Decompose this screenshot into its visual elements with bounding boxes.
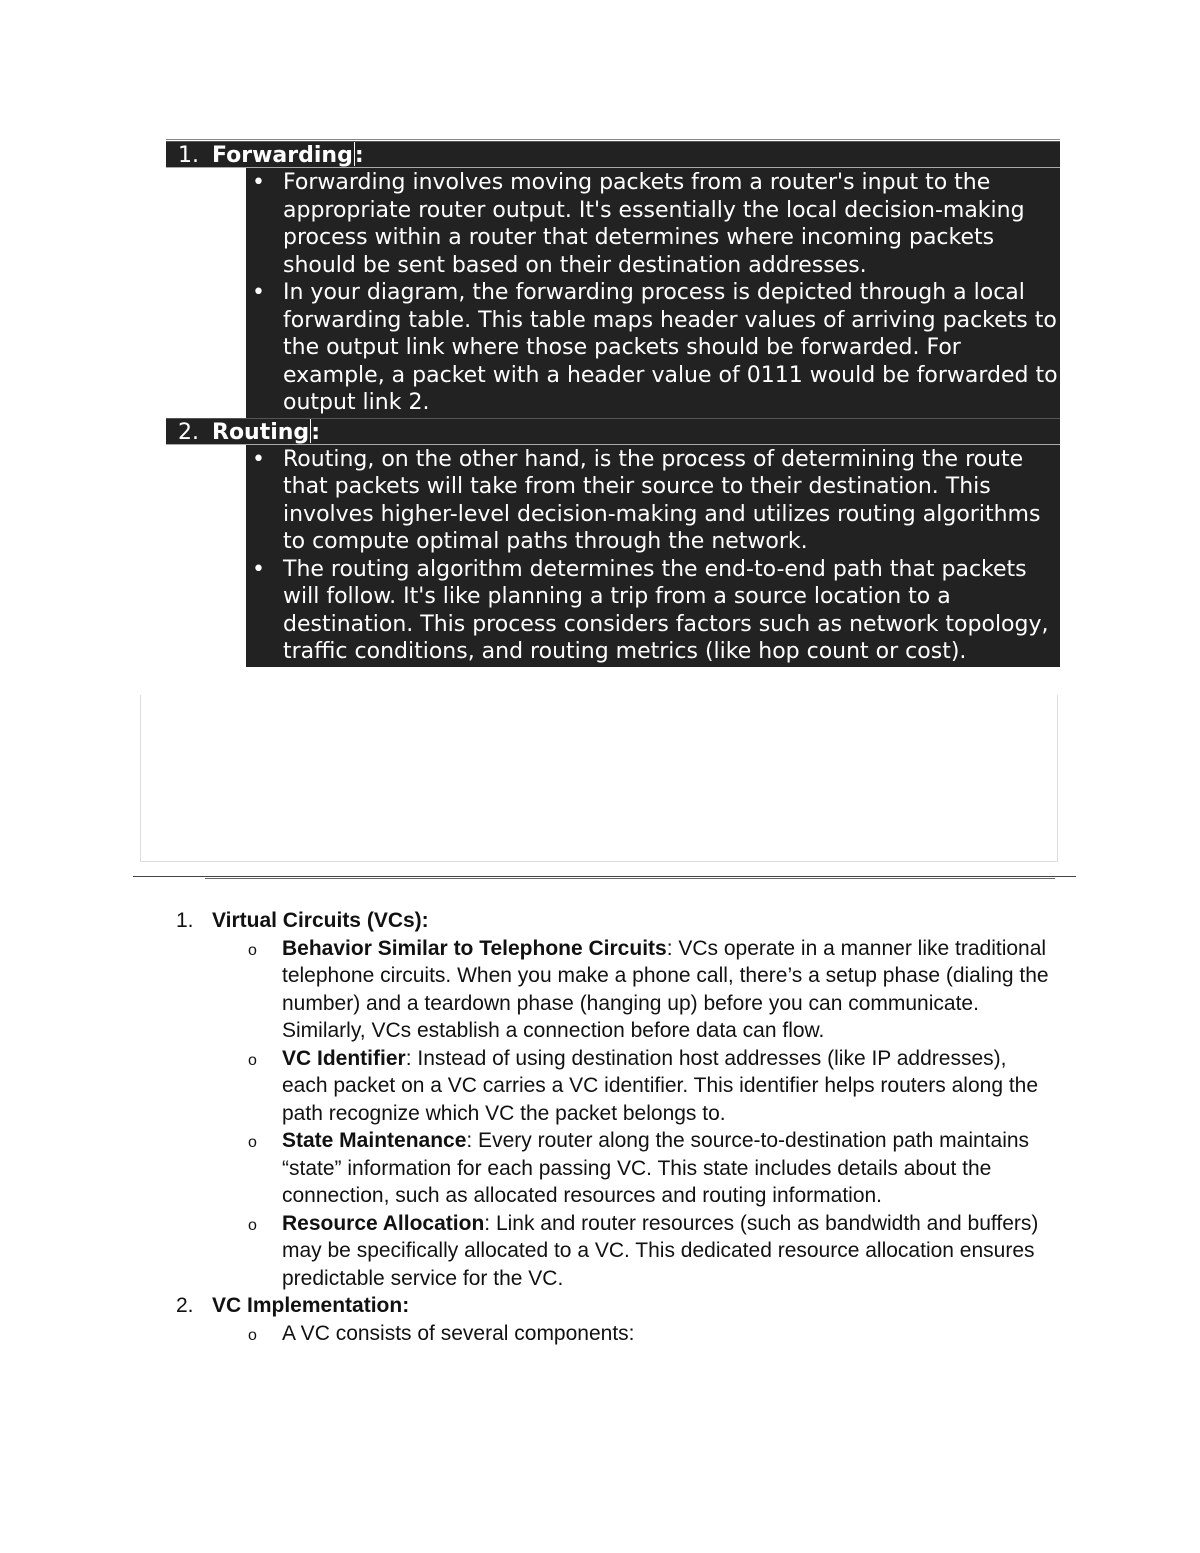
circle-bullet-icon: o — [248, 941, 257, 959]
term: VC Identifier — [282, 1046, 406, 1070]
circle-bullet-icon: o — [248, 1134, 257, 1151]
list-item-vc-implementation — [166, 1292, 1060, 1320]
circle-bullet-icon: o — [248, 1216, 257, 1234]
sub-list-item: o Behavior Similar to Telephone Circuits: VCs operate in a manner like traditional telephone circuits. When you make a phone call, there’s a setup phase (dialing the number) and a teardown phase (hanging up) before you can communicate. Similarly, VCs establish a connection before data can flow. — [248, 936, 1049, 1042]
list-heading-forwarding — [166, 141, 1060, 168]
circle-bullet-icon: o — [248, 1326, 257, 1344]
highlighted-section — [166, 141, 1060, 667]
sub-list-item: o VC Identifier: Instead of using destination host addresses (like IP addresses), each packet on a VC carries a VC identifier. This identifier helps routers along the path recognize which VC the packet belongs to. — [248, 1046, 1039, 1125]
bullet-icon: • — [252, 170, 265, 195]
term: Resource Allocation — [282, 1211, 485, 1235]
vc-section — [166, 907, 1060, 1347]
list-number: 1. — [178, 143, 199, 168]
sub-list-item: o A VC consists of several components: — [166, 1320, 1060, 1348]
heading-title: Forwarding: — [212, 143, 364, 168]
heading-title: Routing: — [212, 419, 320, 445]
frame-edge — [140, 695, 141, 862]
list-heading-routing — [166, 418, 1060, 445]
empty-frame — [140, 695, 1058, 862]
sub-list-item: o Resource Allocation: Link and router resources (such as bandwidth and buffers) may be specifically allocated to a VC. This dedicated resource allocation ensures predictable service for the VC. — [248, 1211, 1039, 1290]
list-number: 2. — [176, 1294, 194, 1317]
term: Behavior Similar to Telephone Circuits — [282, 936, 667, 960]
circle-bullet-icon: o — [248, 1051, 257, 1069]
sub-list-item: o State Maintenance: Every router along the source-to-destination path maintains “state” information for each passing VC. This state includes details about the connection, such as allocated resources and routing information. — [248, 1129, 1030, 1207]
section-heading: Virtual Circuits (VCs): — [212, 909, 429, 932]
list-number: 1. — [176, 909, 194, 932]
list-item: • The routing algorithm determines the end-to-end path that packets will follow. It's like planning a trip from a source location to a destination. This process considers factors such as network topology, traffic conditions, and routing metrics (like hop count or cost). — [252, 556, 1049, 664]
section-heading: VC Implementation: — [212, 1294, 410, 1317]
top-rule — [166, 139, 1060, 140]
bullet-list-routing — [246, 445, 1060, 667]
horizontal-rule — [133, 876, 1076, 877]
bullet-icon: • — [252, 280, 265, 305]
horizontal-rule-secondary — [205, 878, 1055, 879]
list-item: • Routing, on the other hand, is the process of determining the route that packets will take from their source to their destination. This involves higher-level decision-making and utilizes routing algorithms to compute optimal paths through the network. — [252, 446, 1041, 554]
bullet-icon: • — [252, 446, 265, 472]
bullet-list-forwarding — [246, 168, 1060, 418]
list-item: • In your diagram, the forwarding process is depicted through a local forwarding table. This table maps header values of arriving packets to the output link where those packets should be forwarded. For example, a packet with a header value of 0111 would be forwarded to output link 2. — [252, 280, 1058, 415]
list-number: 2. — [178, 419, 199, 445]
list-item: • Forwarding involves moving packets from a router's input to the appropriate router output. It's essentially the local decision-making process within a router that determines where incoming packets should be sent based on their destination addresses. — [252, 170, 1025, 278]
term: State Maintenance — [282, 1129, 467, 1152]
bullet-icon: • — [252, 556, 265, 582]
list-item-virtual-circuits — [166, 907, 1060, 935]
